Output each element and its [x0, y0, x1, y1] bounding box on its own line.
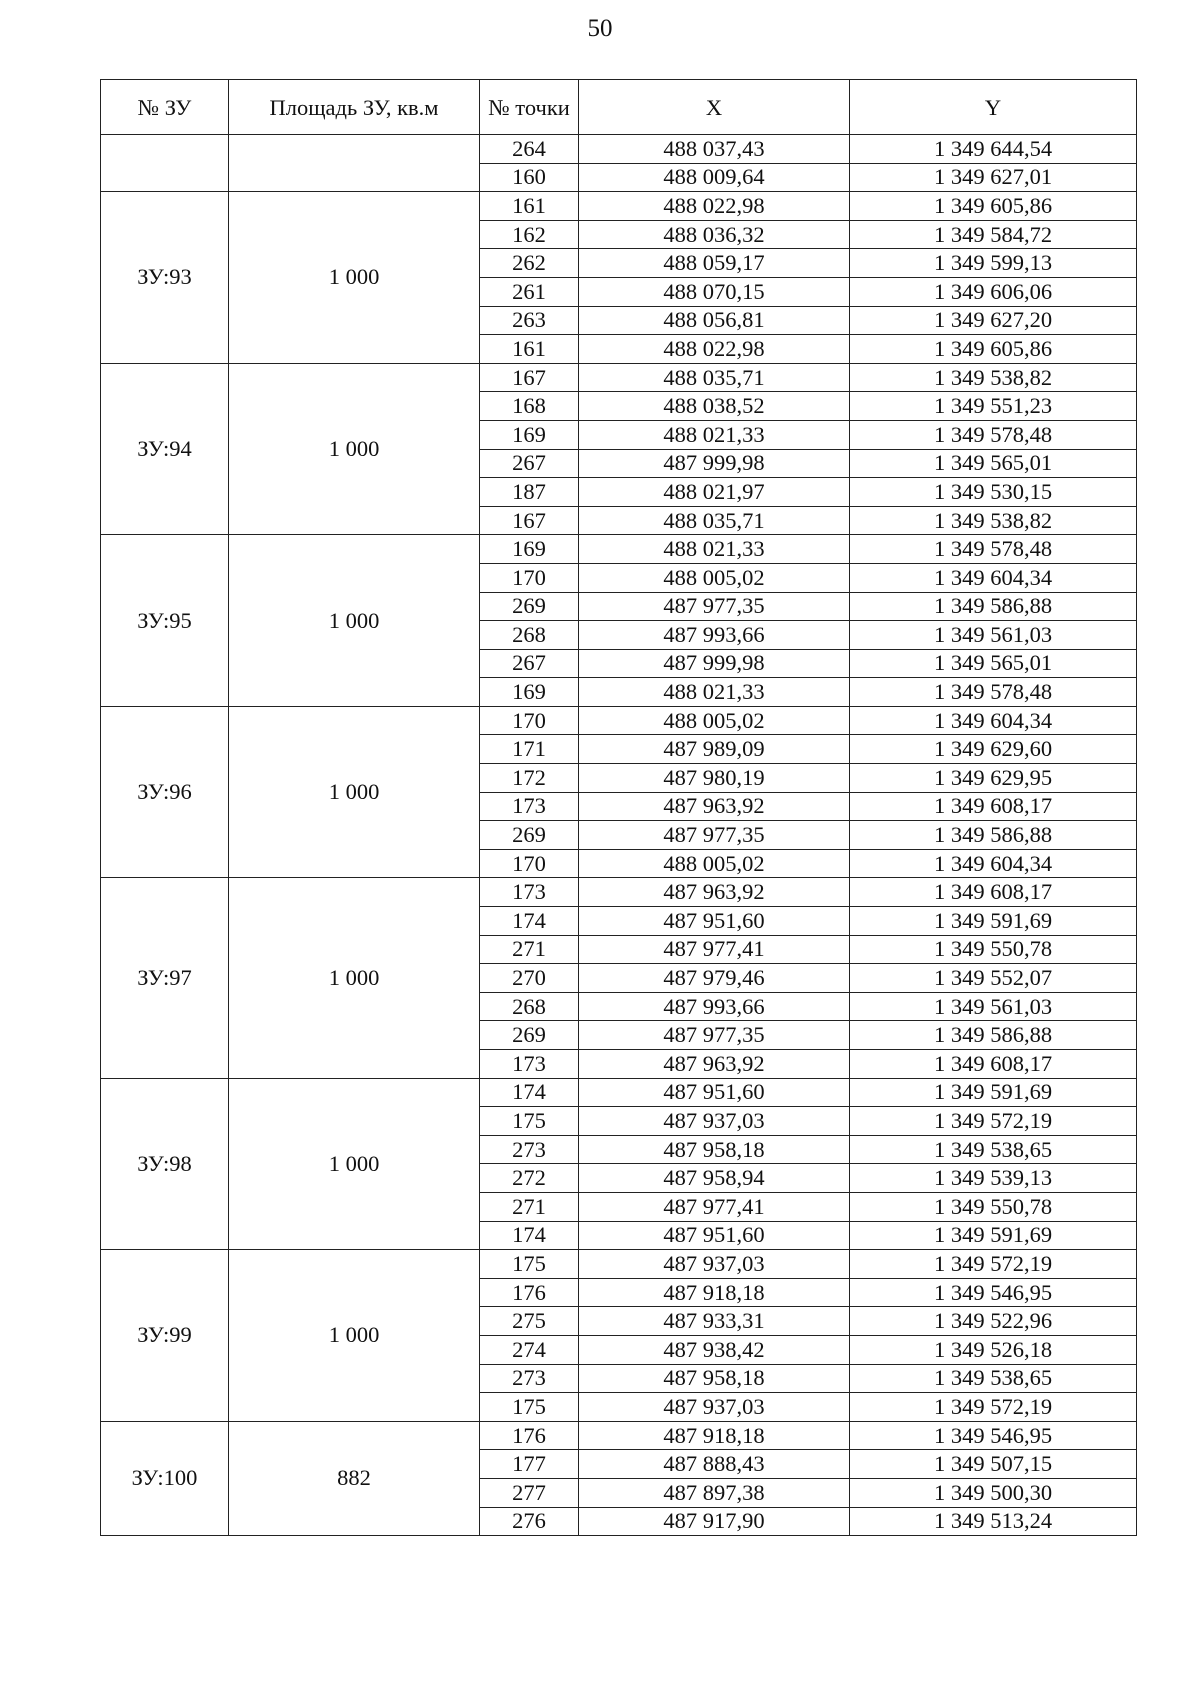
x-coordinate-cell: 487 888,43 [579, 1450, 850, 1479]
y-coordinate-cell: 1 349 507,15 [850, 1450, 1137, 1479]
header-plot-number: № ЗУ [101, 80, 229, 135]
plot-number-cell: ЗУ:97 [101, 878, 229, 1078]
point-number-cell: 160 [480, 163, 579, 192]
x-coordinate-cell: 487 917,90 [579, 1507, 850, 1536]
y-coordinate-cell: 1 349 604,34 [850, 563, 1137, 592]
y-coordinate-cell: 1 349 539,13 [850, 1164, 1137, 1193]
x-coordinate-cell: 488 021,33 [579, 678, 850, 707]
y-coordinate-cell: 1 349 586,88 [850, 821, 1137, 850]
x-coordinate-cell: 487 977,35 [579, 592, 850, 621]
y-coordinate-cell: 1 349 578,48 [850, 678, 1137, 707]
point-number-cell: 262 [480, 249, 579, 278]
plot-area-cell: 1 000 [229, 878, 480, 1078]
table-body [101, 135, 1137, 1536]
x-coordinate-cell: 487 993,66 [579, 992, 850, 1021]
coordinates-table [100, 79, 1137, 1536]
point-number-cell: 173 [480, 1050, 579, 1079]
x-coordinate-cell: 487 963,92 [579, 792, 850, 821]
point-number-cell: 174 [480, 1078, 579, 1107]
x-coordinate-cell: 488 021,33 [579, 420, 850, 449]
point-number-cell: 272 [480, 1164, 579, 1193]
x-coordinate-cell: 487 897,38 [579, 1478, 850, 1507]
header-point-number: № точки [480, 80, 579, 135]
x-coordinate-cell: 487 958,94 [579, 1164, 850, 1193]
x-coordinate-cell: 488 036,32 [579, 220, 850, 249]
y-coordinate-cell: 1 349 550,78 [850, 935, 1137, 964]
x-coordinate-cell: 487 977,41 [579, 935, 850, 964]
point-number-cell: 176 [480, 1278, 579, 1307]
x-coordinate-cell: 487 951,60 [579, 907, 850, 936]
y-coordinate-cell: 1 349 565,01 [850, 449, 1137, 478]
point-number-cell: 173 [480, 792, 579, 821]
y-coordinate-cell: 1 349 530,15 [850, 478, 1137, 507]
x-coordinate-cell: 487 977,35 [579, 821, 850, 850]
x-coordinate-cell: 488 056,81 [579, 306, 850, 335]
point-number-cell: 167 [480, 506, 579, 535]
x-coordinate-cell: 487 999,98 [579, 449, 850, 478]
table-row [101, 706, 1137, 735]
y-coordinate-cell: 1 349 591,69 [850, 1221, 1137, 1250]
point-number-cell: 161 [480, 335, 579, 364]
x-coordinate-cell: 488 005,02 [579, 563, 850, 592]
plot-area-cell: 1 000 [229, 1250, 480, 1422]
x-coordinate-cell: 487 937,03 [579, 1393, 850, 1422]
y-coordinate-cell: 1 349 578,48 [850, 420, 1137, 449]
y-coordinate-cell: 1 349 591,69 [850, 1078, 1137, 1107]
x-coordinate-cell: 487 958,18 [579, 1364, 850, 1393]
x-coordinate-cell: 487 989,09 [579, 735, 850, 764]
y-coordinate-cell: 1 349 546,95 [850, 1421, 1137, 1450]
x-coordinate-cell: 487 979,46 [579, 964, 850, 993]
x-coordinate-cell: 488 037,43 [579, 135, 850, 164]
y-coordinate-cell: 1 349 604,34 [850, 849, 1137, 878]
point-number-cell: 267 [480, 449, 579, 478]
point-number-cell: 175 [480, 1250, 579, 1279]
y-coordinate-cell: 1 349 550,78 [850, 1192, 1137, 1221]
y-coordinate-cell: 1 349 629,95 [850, 764, 1137, 793]
x-coordinate-cell: 487 933,31 [579, 1307, 850, 1336]
table-header-row [101, 80, 1137, 135]
x-coordinate-cell: 487 951,60 [579, 1221, 850, 1250]
table-row [101, 363, 1137, 392]
table-row [101, 1421, 1137, 1450]
point-number-cell: 172 [480, 764, 579, 793]
point-number-cell: 264 [480, 135, 579, 164]
plot-number-cell: ЗУ:93 [101, 192, 229, 364]
point-number-cell: 176 [480, 1421, 579, 1450]
point-number-cell: 269 [480, 1021, 579, 1050]
point-number-cell: 170 [480, 849, 579, 878]
y-coordinate-cell: 1 349 538,82 [850, 363, 1137, 392]
y-coordinate-cell: 1 349 522,96 [850, 1307, 1137, 1336]
x-coordinate-cell: 487 993,66 [579, 621, 850, 650]
y-coordinate-cell: 1 349 552,07 [850, 964, 1137, 993]
point-number-cell: 187 [480, 478, 579, 507]
point-number-cell: 170 [480, 706, 579, 735]
point-number-cell: 277 [480, 1478, 579, 1507]
point-number-cell: 167 [480, 363, 579, 392]
y-coordinate-cell: 1 349 572,19 [850, 1250, 1137, 1279]
plot-area-cell: 882 [229, 1421, 480, 1535]
header-y: Y [850, 80, 1137, 135]
y-coordinate-cell: 1 349 561,03 [850, 621, 1137, 650]
point-number-cell: 169 [480, 535, 579, 564]
point-number-cell: 175 [480, 1393, 579, 1422]
plot-number-cell: ЗУ:96 [101, 706, 229, 878]
x-coordinate-cell: 487 999,98 [579, 649, 850, 678]
y-coordinate-cell: 1 349 605,86 [850, 192, 1137, 221]
y-coordinate-cell: 1 349 586,88 [850, 592, 1137, 621]
point-number-cell: 168 [480, 392, 579, 421]
point-number-cell: 269 [480, 592, 579, 621]
y-coordinate-cell: 1 349 565,01 [850, 649, 1137, 678]
point-number-cell: 173 [480, 878, 579, 907]
point-number-cell: 273 [480, 1364, 579, 1393]
y-coordinate-cell: 1 349 538,82 [850, 506, 1137, 535]
x-coordinate-cell: 488 022,98 [579, 335, 850, 364]
point-number-cell: 263 [480, 306, 579, 335]
x-coordinate-cell: 487 937,03 [579, 1107, 850, 1136]
y-coordinate-cell: 1 349 604,34 [850, 706, 1137, 735]
point-number-cell: 268 [480, 992, 579, 1021]
point-number-cell: 174 [480, 1221, 579, 1250]
table-row [101, 535, 1137, 564]
page-number: 50 [587, 15, 613, 42]
y-coordinate-cell: 1 349 584,72 [850, 220, 1137, 249]
x-coordinate-cell: 488 059,17 [579, 249, 850, 278]
x-coordinate-cell: 487 963,92 [579, 878, 850, 907]
x-coordinate-cell: 487 958,18 [579, 1135, 850, 1164]
plot-area-cell [229, 135, 480, 192]
point-number-cell: 161 [480, 192, 579, 221]
point-number-cell: 268 [480, 621, 579, 650]
y-coordinate-cell: 1 349 644,54 [850, 135, 1137, 164]
y-coordinate-cell: 1 349 608,17 [850, 792, 1137, 821]
x-coordinate-cell: 488 005,02 [579, 706, 850, 735]
point-number-cell: 177 [480, 1450, 579, 1479]
y-coordinate-cell: 1 349 591,69 [850, 907, 1137, 936]
header-x: X [579, 80, 850, 135]
plot-area-cell: 1 000 [229, 192, 480, 364]
x-coordinate-cell: 487 918,18 [579, 1421, 850, 1450]
y-coordinate-cell: 1 349 513,24 [850, 1507, 1137, 1536]
point-number-cell: 270 [480, 964, 579, 993]
plot-number-cell [101, 135, 229, 192]
point-number-cell: 261 [480, 277, 579, 306]
plot-number-cell: ЗУ:100 [101, 1421, 229, 1535]
y-coordinate-cell: 1 349 606,06 [850, 277, 1137, 306]
table-row [101, 878, 1137, 907]
header-plot-area: Площадь ЗУ, кв.м [229, 80, 480, 135]
point-number-cell: 174 [480, 907, 579, 936]
y-coordinate-cell: 1 349 586,88 [850, 1021, 1137, 1050]
point-number-cell: 175 [480, 1107, 579, 1136]
x-coordinate-cell: 487 937,03 [579, 1250, 850, 1279]
plot-area-cell: 1 000 [229, 535, 480, 707]
y-coordinate-cell: 1 349 599,13 [850, 249, 1137, 278]
table-row [101, 192, 1137, 221]
point-number-cell: 169 [480, 678, 579, 707]
point-number-cell: 269 [480, 821, 579, 850]
y-coordinate-cell: 1 349 551,23 [850, 392, 1137, 421]
y-coordinate-cell: 1 349 629,60 [850, 735, 1137, 764]
table-row [101, 135, 1137, 164]
point-number-cell: 271 [480, 1192, 579, 1221]
x-coordinate-cell: 488 038,52 [579, 392, 850, 421]
point-number-cell: 273 [480, 1135, 579, 1164]
point-number-cell: 162 [480, 220, 579, 249]
table-row [101, 1250, 1137, 1279]
x-coordinate-cell: 487 977,41 [579, 1192, 850, 1221]
y-coordinate-cell: 1 349 572,19 [850, 1393, 1137, 1422]
x-coordinate-cell: 488 009,64 [579, 163, 850, 192]
point-number-cell: 267 [480, 649, 579, 678]
plot-area-cell: 1 000 [229, 1078, 480, 1250]
plot-area-cell: 1 000 [229, 706, 480, 878]
x-coordinate-cell: 487 977,35 [579, 1021, 850, 1050]
y-coordinate-cell: 1 349 627,20 [850, 306, 1137, 335]
y-coordinate-cell: 1 349 561,03 [850, 992, 1137, 1021]
x-coordinate-cell: 488 022,98 [579, 192, 850, 221]
x-coordinate-cell: 487 918,18 [579, 1278, 850, 1307]
y-coordinate-cell: 1 349 608,17 [850, 878, 1137, 907]
x-coordinate-cell: 487 963,92 [579, 1050, 850, 1079]
point-number-cell: 276 [480, 1507, 579, 1536]
table-row [101, 1078, 1137, 1107]
y-coordinate-cell: 1 349 500,30 [850, 1478, 1137, 1507]
y-coordinate-cell: 1 349 546,95 [850, 1278, 1137, 1307]
x-coordinate-cell: 488 021,97 [579, 478, 850, 507]
plot-number-cell: ЗУ:95 [101, 535, 229, 707]
y-coordinate-cell: 1 349 578,48 [850, 535, 1137, 564]
x-coordinate-cell: 488 035,71 [579, 363, 850, 392]
y-coordinate-cell: 1 349 627,01 [850, 163, 1137, 192]
y-coordinate-cell: 1 349 605,86 [850, 335, 1137, 364]
point-number-cell: 169 [480, 420, 579, 449]
point-number-cell: 271 [480, 935, 579, 964]
y-coordinate-cell: 1 349 526,18 [850, 1335, 1137, 1364]
plot-area-cell: 1 000 [229, 363, 480, 535]
y-coordinate-cell: 1 349 572,19 [850, 1107, 1137, 1136]
y-coordinate-cell: 1 349 538,65 [850, 1135, 1137, 1164]
plot-number-cell: ЗУ:98 [101, 1078, 229, 1250]
plot-number-cell: ЗУ:94 [101, 363, 229, 535]
plot-number-cell: ЗУ:99 [101, 1250, 229, 1422]
y-coordinate-cell: 1 349 608,17 [850, 1050, 1137, 1079]
x-coordinate-cell: 488 021,33 [579, 535, 850, 564]
x-coordinate-cell: 487 980,19 [579, 764, 850, 793]
y-coordinate-cell: 1 349 538,65 [850, 1364, 1137, 1393]
x-coordinate-cell: 488 070,15 [579, 277, 850, 306]
point-number-cell: 275 [480, 1307, 579, 1336]
point-number-cell: 170 [480, 563, 579, 592]
x-coordinate-cell: 487 951,60 [579, 1078, 850, 1107]
x-coordinate-cell: 488 035,71 [579, 506, 850, 535]
x-coordinate-cell: 487 938,42 [579, 1335, 850, 1364]
point-number-cell: 274 [480, 1335, 579, 1364]
x-coordinate-cell: 488 005,02 [579, 849, 850, 878]
point-number-cell: 171 [480, 735, 579, 764]
